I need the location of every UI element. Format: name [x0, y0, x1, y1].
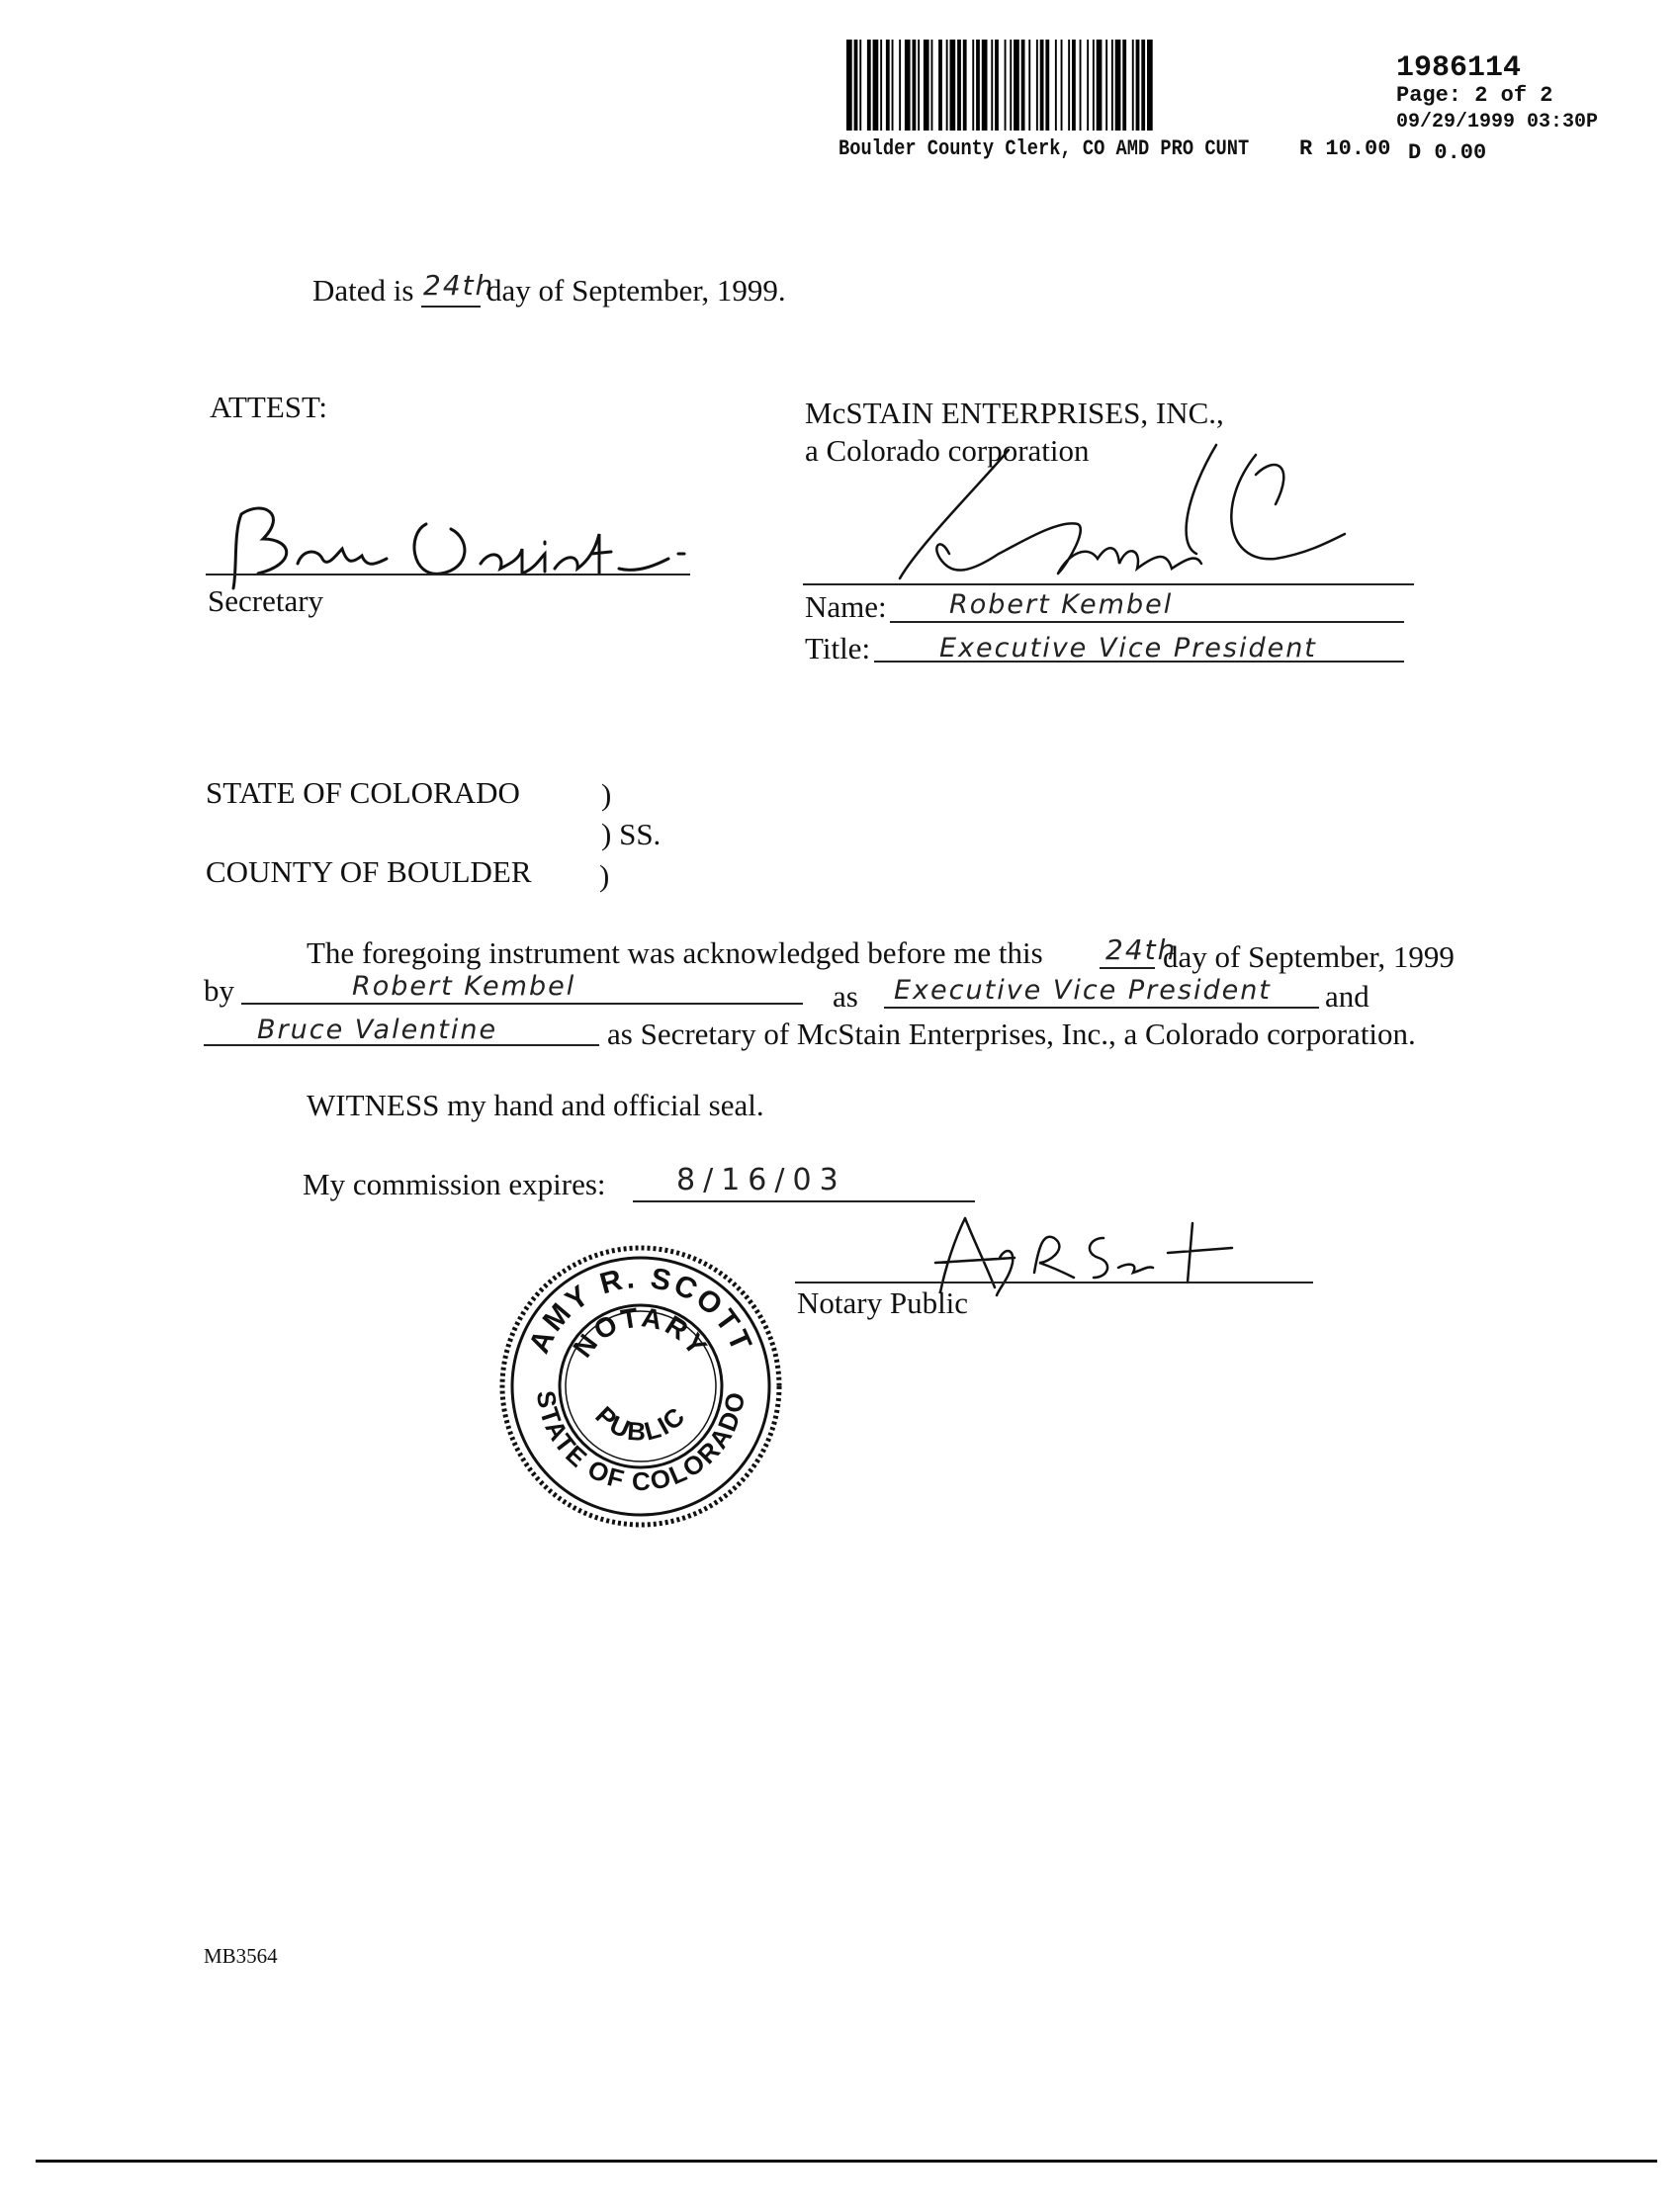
ack-as-label: as [833, 979, 858, 1014]
ack-day-line [1100, 967, 1155, 969]
fee-r: R 10.00 [1299, 136, 1391, 161]
bottom-rule [36, 2160, 1657, 2163]
notary-seal [492, 1238, 789, 1535]
name-label: Name: [805, 589, 887, 624]
ack-title1: Executive Vice President [894, 975, 1272, 1006]
fee-d: D 0.00 [1408, 140, 1487, 165]
ack-title1-line [884, 1007, 1319, 1009]
venue-ss: ) SS. [601, 817, 662, 851]
venue-paren-1: ) [601, 777, 612, 812]
title-value: Executive Vice President [939, 633, 1317, 664]
page-count: Page: 2 of 2 [1396, 83, 1553, 108]
commission-line [633, 1200, 975, 1202]
footer-code: MB3564 [204, 1944, 278, 1968]
title-line [874, 661, 1404, 663]
secretary-signature [204, 494, 698, 593]
name-line [890, 621, 1404, 623]
reception-number: 1986114 [1396, 51, 1522, 85]
ack-line1-suffix: day of September, 1999 [1163, 939, 1455, 974]
secretary-label: Secretary [208, 583, 324, 618]
clerk-line: Boulder County Clerk, CO AMD PRO CUNT [838, 136, 1250, 161]
ack-line3-suffix: as Secretary of McStain Enterprises, Inc., a Colorado corporation. [607, 1017, 1416, 1051]
ack-and-label: and [1325, 979, 1369, 1014]
officer-signature [860, 435, 1355, 593]
svg-text:AMY R. SCOTT: AMY R. SCOTT [522, 1261, 759, 1359]
dated-day-line [421, 306, 481, 308]
dated-suffix: day of September, 1999. [486, 273, 786, 308]
ack-person2: Bruce Valentine [257, 1015, 498, 1045]
witness-text: WITNESS my hand and official seal. [307, 1088, 764, 1122]
ack-day: 24th [1105, 933, 1178, 966]
notary-label: Notary Public [797, 1285, 969, 1320]
ack-person1: Robert Kembel [352, 971, 576, 1002]
venue-paren-3: ) [599, 858, 610, 893]
dated-prefix: Dated is [312, 273, 414, 308]
svg-text:NOTARY: NOTARY [567, 1301, 715, 1364]
barcode [842, 40, 1357, 133]
commission-label: My commission expires: [303, 1167, 606, 1201]
svg-text:STATE OF COLORADO: STATE OF COLORADO [530, 1388, 751, 1497]
ack-person1-line [241, 1003, 803, 1005]
company-desc: a Colorado corporation [805, 433, 1090, 468]
venue-state: STATE OF COLORADO [206, 775, 520, 810]
notary-signature [906, 1208, 1262, 1297]
svg-text:PUBLIC: PUBLIC [589, 1400, 692, 1448]
dated-day: 24th [423, 269, 495, 302]
secretary-line [206, 574, 690, 575]
ack-person2-line [204, 1044, 599, 1046]
notary-line [795, 1282, 1313, 1283]
ack-by-label: by [204, 973, 234, 1008]
commission-date: 8/16/03 [676, 1163, 846, 1197]
name-value: Robert Kembel [949, 589, 1174, 620]
officer-line [803, 583, 1414, 585]
ack-line1-prefix: The foregoing instrument was acknowledged before me this [307, 935, 1043, 970]
record-datetime: 09/29/1999 03:30P [1396, 111, 1599, 133]
attest-label: ATTEST: [210, 390, 328, 424]
company-name: McSTAIN ENTERPRISES, INC., [805, 396, 1224, 430]
title-label: Title: [805, 631, 871, 665]
venue-county: COUNTY OF BOULDER [206, 854, 532, 889]
